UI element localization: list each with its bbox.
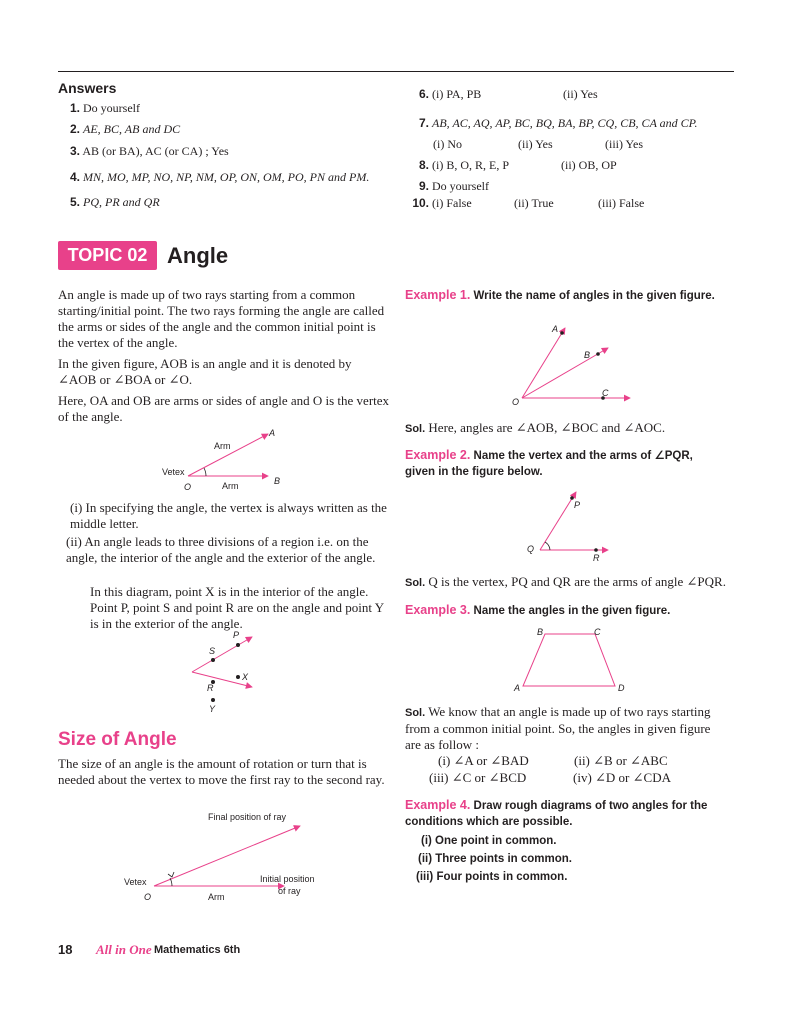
- ex3-answer-iv: (iv) ∠D or ∠CDA: [573, 770, 671, 785]
- angle-arc: [204, 468, 206, 476]
- ray-ob: [522, 348, 608, 398]
- fig2-label-y: Y: [209, 704, 216, 714]
- figure-paragraph: In the given figure, AOB is an angle and it is denoted by ∠AOB or ∠BOA or ∠O.: [58, 356, 352, 387]
- brand-logo: All in One: [96, 942, 152, 957]
- example-2: Example 2. Name the vertex and the arms of ∠PQR, given in the figure below.: [405, 448, 693, 478]
- ex2-label-r: R: [593, 553, 600, 563]
- dot-a: [560, 331, 564, 335]
- intro-paragraph: An angle is made up of two rays starting from a common starting/initial point. The two rays forming the angle are called the arms or sides of the angle and the common initial point is the vertex of the angle.: [58, 287, 385, 350]
- point-p: [236, 643, 240, 647]
- answer-8: 8. (i) B, O, R, E, P: [418, 158, 510, 172]
- answer-5: 5. PQ, PR and QR: [69, 195, 160, 209]
- ex3-answer-iii: (iii) ∠C or ∠BCD: [429, 770, 527, 785]
- example-3: Example 3. Name the angles in the given figure.: [405, 603, 671, 617]
- answer-7-i: (i) No: [433, 137, 462, 151]
- size-of-angle-text: The size of an angle is the amount of rotation or turn that is needed about the vertex to move the first ray to the second ray.: [58, 756, 385, 787]
- fig3-vertex: Vetex: [124, 877, 147, 887]
- ex4-condition-iii: (iii) Four points in common.: [416, 871, 568, 883]
- answer-2: 2. AE, BC, AB and DC: [69, 122, 181, 136]
- ex3-label-b: B: [537, 627, 544, 637]
- ex1-label-b: B: [584, 350, 591, 360]
- example-1: Example 1. Write the name of angles in the given figure.: [405, 288, 715, 302]
- point-s: [211, 658, 215, 662]
- answer-10-ii: (ii) True: [514, 196, 554, 210]
- ex3-label-d: D: [618, 683, 625, 693]
- ex3-answer-ii: (ii) ∠B or ∠ABC: [574, 753, 668, 768]
- example-4: Example 4. Draw rough diagrams of two angles for the conditions which are possible.: [405, 798, 708, 828]
- ex1-label-o: O: [512, 397, 520, 407]
- fig1-point-o: O: [184, 482, 192, 492]
- fig1-vertex: Vetex: [162, 467, 185, 477]
- example-2-solution: Sol. Q is the vertex, PQ and QR are the arms of angle ∠PQR.: [405, 574, 726, 589]
- ex2-label-p: P: [574, 500, 581, 510]
- ex3-answer-i: (i) ∠A or ∠BAD: [438, 753, 529, 768]
- example-3-solution: Sol. We know that an angle is made up of two rays starting from a common initial point. So, the angles in given figure are as follow :: [405, 704, 711, 752]
- note-ii-detail: In this diagram, point X is in the interior of the angle. Point P, point S and point R are on the angle and point Y is in the exterior of the angle.: [90, 584, 384, 631]
- fig1-point-a: A: [269, 428, 276, 438]
- fig2-label-p: P: [233, 630, 240, 640]
- point-y: [211, 698, 215, 702]
- answer-8-ii: (ii) OB, OP: [561, 158, 617, 172]
- fig1-arm-top: Arm: [214, 441, 231, 451]
- fig3-arm: Arm: [208, 892, 225, 902]
- ray-qp: [540, 492, 576, 550]
- angle-q-arc: [545, 542, 550, 550]
- rotation-arrowhead: [168, 872, 174, 877]
- dot-b: [596, 352, 600, 356]
- rotation-figure: [140, 820, 340, 900]
- ray-upper: [192, 637, 252, 672]
- answer-1: 1. Do yourself: [69, 101, 140, 115]
- answer-7-iii: (iii) Yes: [605, 137, 644, 151]
- fig3-initial-position-2: of ray: [278, 886, 301, 896]
- trapezium-abcd: [523, 634, 615, 686]
- answer-3: 3. AB (or BA), AC (or CA) ; Yes: [69, 144, 229, 158]
- example-1-figure: [510, 318, 640, 408]
- size-of-angle-title: Size of Angle: [58, 729, 177, 750]
- answer-7: 7. AB, AC, AQ, AP, BC, BQ, BA, BP, CQ, CB, CA and CP.: [418, 116, 698, 130]
- example-1-solution: Sol. Here, angles are ∠AOB, ∠BOC and ∠AOC.: [405, 420, 666, 435]
- note-i: (i) In specifying the angle, the vertex is always written as the middle letter.: [70, 500, 387, 531]
- fig1-point-b: B: [274, 476, 281, 486]
- fig2-label-r: R: [207, 683, 214, 693]
- ray-oa: [522, 328, 565, 398]
- ex4-condition-i: (i) One point in common.: [421, 835, 557, 847]
- topic-badge: TOPIC 02: [58, 241, 157, 270]
- ex3-label-a: A: [514, 683, 521, 693]
- page-number: 18: [58, 942, 73, 957]
- fig3-o: O: [144, 892, 152, 902]
- answer-4: 4. MN, MO, MP, NO, NP, NM, OP, ON, OM, PO, PN and PM.: [69, 170, 370, 184]
- note-ii: (ii) An angle leads to three divisions of a region i.e. on the angle, the interior of the angle and the exterior of the angle.: [66, 534, 376, 565]
- answer-10: 10. (i) False: [412, 196, 472, 210]
- trapezium-figure: [515, 628, 625, 692]
- fig3-final-position: Final position of ray: [208, 812, 287, 822]
- fig2-label-s: S: [209, 646, 216, 656]
- topic-title: Angle: [167, 243, 229, 268]
- book-subject: Mathematics 6th: [154, 944, 241, 956]
- example-2-figure: [530, 488, 620, 558]
- ex2-label-q: Q: [527, 544, 535, 554]
- fig2-label-x: X: [242, 672, 249, 682]
- fig3-initial-position: Initial position: [260, 874, 315, 884]
- arms-paragraph: Here, OA and OB are arms or sides of angle and O is the vertex of the angle.: [58, 393, 390, 424]
- answers-heading: Answers: [58, 80, 117, 96]
- ex4-condition-ii: (ii) Three points in common.: [418, 853, 572, 865]
- top-rule: [58, 71, 734, 72]
- ex1-label-c: C: [602, 388, 609, 398]
- answer-6: 6. (i) PA, PB: [418, 87, 482, 101]
- answer-7-ii: (ii) Yes: [518, 137, 553, 151]
- answer-6-ii: (ii) Yes: [563, 87, 598, 101]
- dot-r: [594, 548, 598, 552]
- answer-10-iii: (iii) False: [598, 196, 645, 210]
- fig1-arm-bottom: Arm: [222, 481, 239, 491]
- ex1-label-a: A: [552, 324, 559, 334]
- answer-9: 9. Do yourself: [418, 179, 489, 193]
- point-x: [236, 675, 240, 679]
- ex3-label-c: C: [594, 627, 601, 637]
